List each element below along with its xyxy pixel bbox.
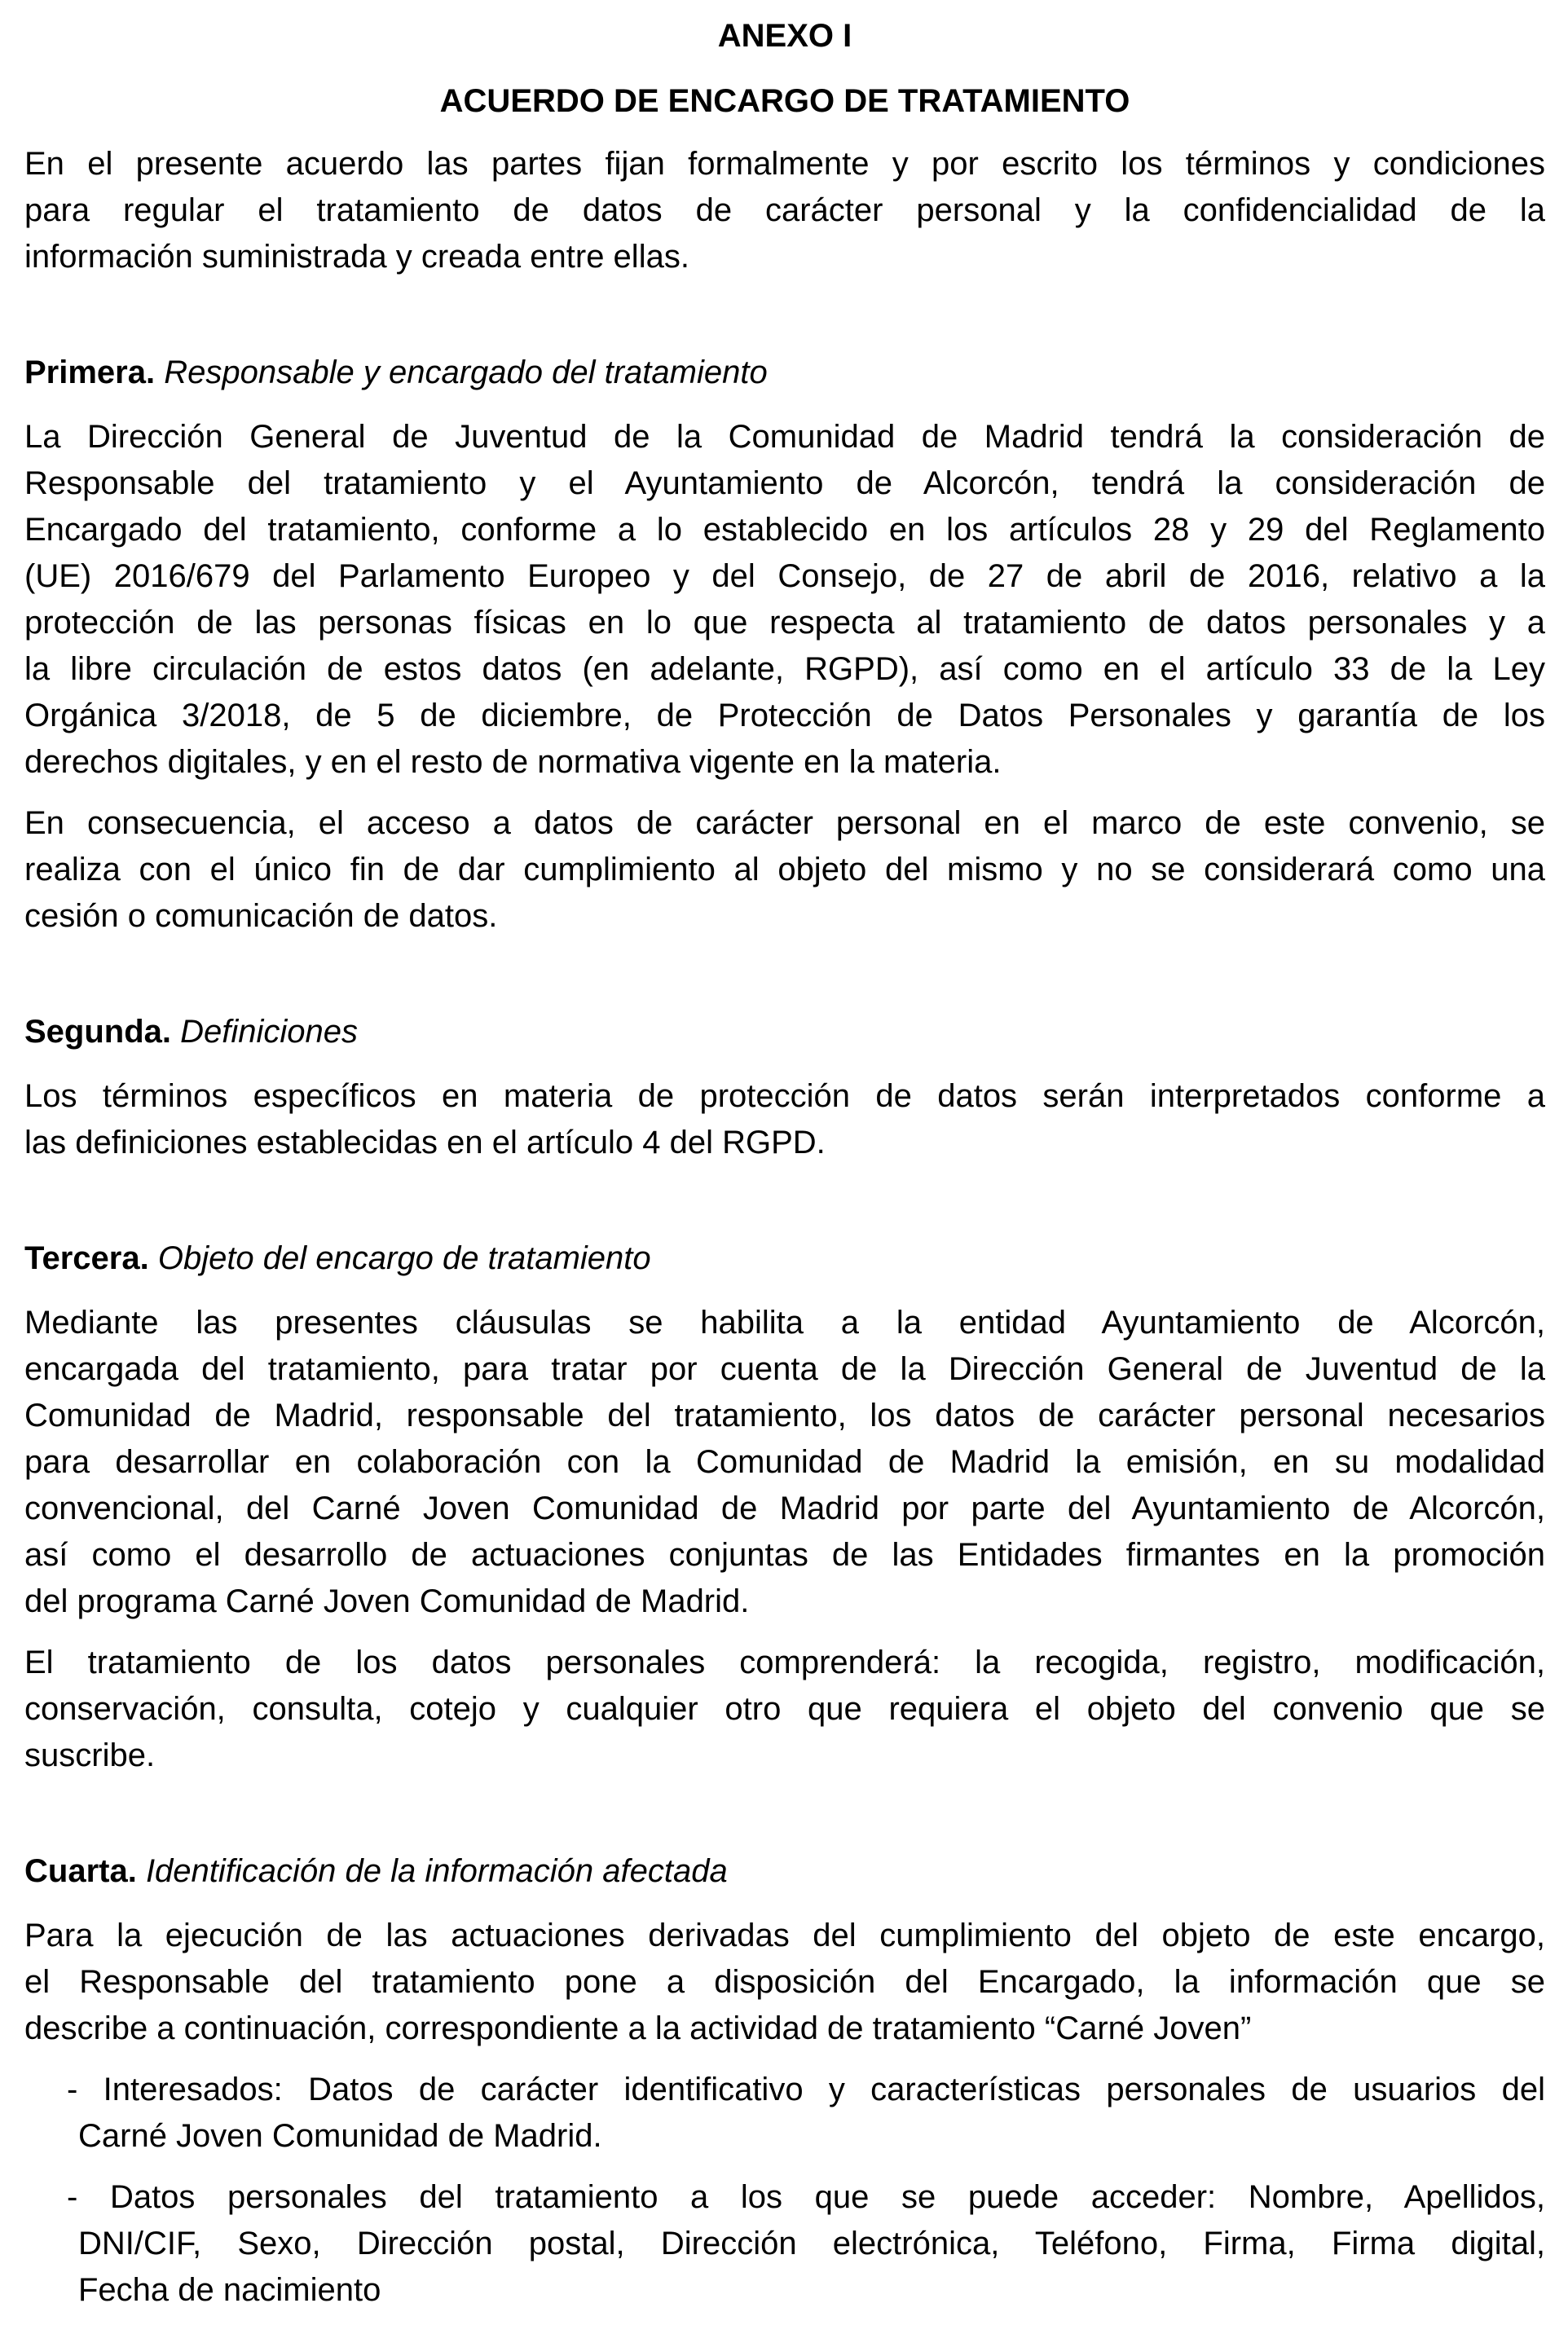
paragraph: [24, 1073, 1545, 1166]
agreement-title: ACUERDO DE ENCARGO DE TRATAMIENTO: [439, 83, 1130, 119]
text-line: Los términos específicos en materia de protección de datos serán interpretados conforme a: [24, 1078, 1545, 1114]
text-line: Carné Joven Comunidad de Madrid.: [78, 2118, 602, 2154]
text-line: La Dirección General de Juventud de la Comunidad de Madrid tendrá la consideración de: [24, 419, 1545, 455]
text-line: En consecuencia, el acceso a datos de carácter personal en el marco de este convenio, se: [24, 805, 1545, 841]
text-line: del programa Carné Joven Comunidad de Madrid.: [24, 1583, 750, 1619]
text-line: protección de las personas físicas en lo que respecta al tratamiento de datos personales y a: [24, 605, 1545, 641]
clause-title: Definiciones: [180, 1014, 359, 1050]
clause-heading: [24, 1009, 1545, 1055]
text-line: suscribe.: [24, 1737, 156, 1773]
paragraph: [24, 1640, 1545, 1779]
clause-number: Segunda.: [24, 1014, 172, 1050]
text-line: (UE) 2016/679 del Parlamento Europeo y del Consejo, de 27 de abril de 2016, relativo a la: [24, 558, 1545, 594]
list-item: [67, 2067, 1545, 2160]
text-line: cesión o comunicación de datos.: [24, 898, 498, 934]
clause-number: Primera.: [24, 355, 156, 390]
paragraph: [24, 414, 1545, 786]
paragraph: [24, 141, 1545, 280]
text-line: la libre circulación de estos datos (en adelante, RGPD), así como en el artículo 33 de la Ley: [24, 651, 1545, 687]
paragraph: [24, 1913, 1545, 2052]
clause-title: Objeto del encargo de tratamiento: [157, 1240, 651, 1276]
text-line: encargada del tratamiento, para tratar por cuenta de la Dirección General de Juventud de la: [24, 1351, 1545, 1387]
text-line: - Datos personales del tratamiento a los que se puede acceder: Nombre, Apellidos,: [67, 2179, 1545, 2215]
text-line: el Responsable del tratamiento pone a disposición del Encargado, la información que se: [24, 1964, 1545, 2000]
text-line: El tratamiento de los datos personales comprenderá: la recogida, registro, modificación,: [24, 1645, 1545, 1680]
text-line: para regular el tratamiento de datos de carácter personal y la confidencialidad de la: [24, 192, 1545, 228]
text-line: realiza con el único fin de dar cumplimiento al objeto del mismo y no se considerará como una: [24, 852, 1545, 887]
text-line: En el presente acuerdo las partes fijan formalmente y por escrito los términos y condiciones: [24, 146, 1545, 182]
text-line: convencional, del Carné Joven Comunidad de Madrid por parte del Ayuntamiento de Alcorcón,: [24, 1491, 1545, 1526]
paragraph: [24, 800, 1545, 940]
text-line: Orgánica 3/2018, de 5 de diciembre, de Protección de Datos Personales y garantía de los: [24, 698, 1545, 733]
text-line: Encargado del tratamiento, conforme a lo establecido en los artículos 28 y 29 del Reglamento: [24, 512, 1545, 548]
text-line: las definiciones establecidas en el artículo 4 del RGPD.: [24, 1125, 826, 1160]
text-line: - Interesados: Datos de carácter identificativo y características personales de usuarios del: [67, 2072, 1545, 2107]
text-line: Responsable del tratamiento y el Ayuntamiento de Alcorcón, tendrá la consideración de: [24, 465, 1545, 501]
clause-title: Responsable y encargado del tratamiento: [164, 355, 768, 390]
document-body: [24, 141, 1545, 2314]
text-line: describe a continuación, correspondiente a la actividad de tratamiento “Carné Joven”: [24, 2010, 1252, 2046]
clause-title: Identificación de la información afectada: [145, 1853, 728, 1889]
clause-heading: [24, 1235, 1545, 1282]
text-line: Comunidad de Madrid, responsable del tratamiento, los datos de carácter personal necesarios: [24, 1398, 1545, 1433]
annex-title: ANEXO I: [717, 18, 852, 54]
clause-number: Cuarta.: [24, 1853, 137, 1889]
text-line: para desarrollar en colaboración con la Comunidad de Madrid la emisión, en su modalidad: [24, 1444, 1545, 1480]
paragraph: [24, 1300, 1545, 1625]
text-line: información suministrada y creada entre ellas.: [24, 239, 689, 275]
clause-heading: [24, 1848, 1545, 1895]
clause-heading: [24, 350, 1545, 396]
text-line: Fecha de nacimiento: [78, 2272, 381, 2308]
text-line: así como el desarrollo de actuaciones conjuntas de las Entidades firmantes en la promoción: [24, 1537, 1545, 1573]
text-line: conservación, consulta, cotejo y cualquier otro que requiera el objeto del convenio que se: [24, 1691, 1545, 1727]
list-item: [67, 2174, 1545, 2314]
text-line: Mediante las presentes cláusulas se habilita a la entidad Ayuntamiento de Alcorcón,: [24, 1305, 1545, 1341]
clause-number: Tercera.: [24, 1240, 149, 1276]
text-line: derechos digitales, y en el resto de normativa vigente en la materia.: [24, 744, 1002, 780]
text-line: DNI/CIF, Sexo, Dirección postal, Dirección electrónica, Teléfono, Firma, Firma digital,: [78, 2226, 1545, 2261]
text-line: Para la ejecución de las actuaciones derivadas del cumplimiento del objeto de este encargo,: [24, 1918, 1545, 1953]
